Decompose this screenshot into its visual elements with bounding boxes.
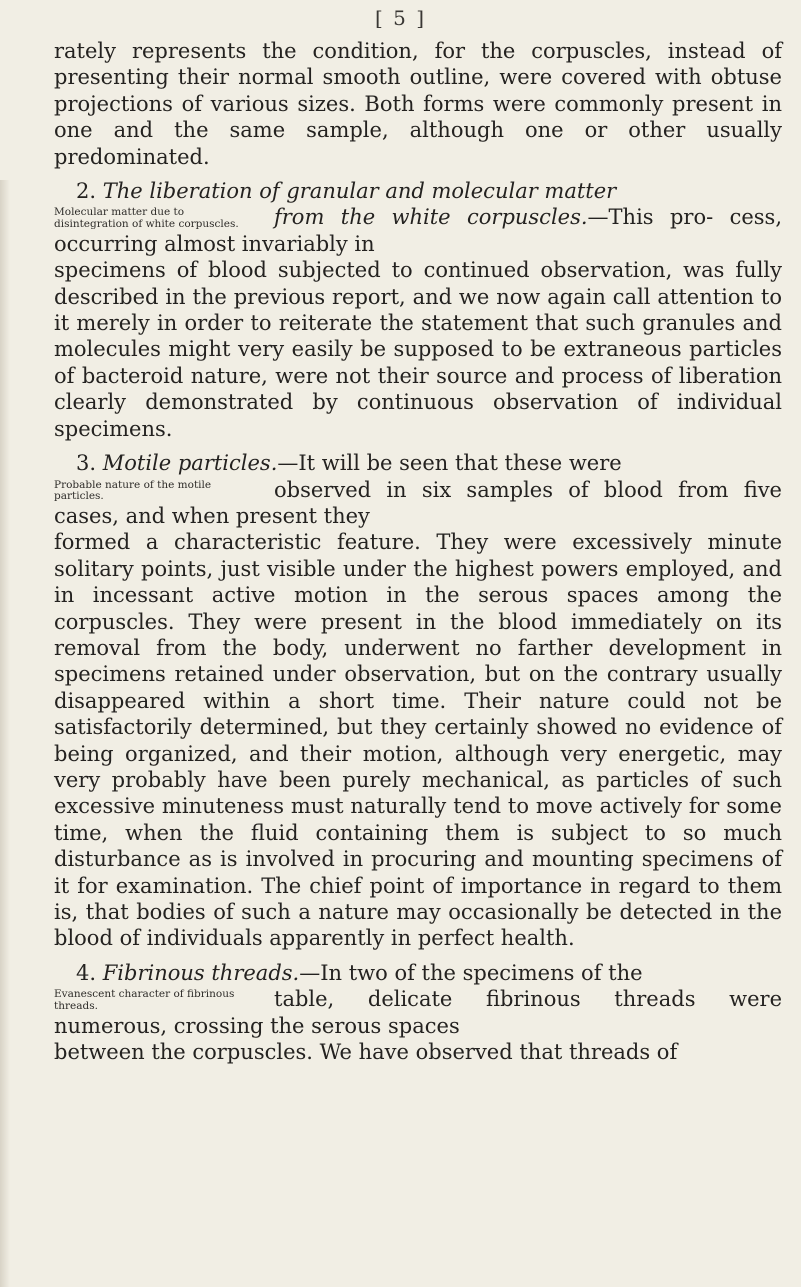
- section-4-text-beside-note: table, delicate fibrinous threads were numerous, crossing the serous spaces: [54, 987, 782, 1038]
- section-2-number: 2.: [76, 179, 97, 204]
- section-3-heading: [54, 450, 782, 476]
- section-3-title: Motile particles.: [102, 451, 278, 476]
- section-3-margin-note: Probable nature of the motile particles.: [54, 478, 212, 503]
- section-4-paragraph: between the corpuscles. We have observed that threads of: [54, 1040, 678, 1065]
- section-4-note-block: [54, 986, 782, 1039]
- section-4-margin-note: Evanescent character of fibrinous threads.: [54, 988, 235, 1012]
- section-2-title-lead: The liberation of granular and molecular matter: [102, 179, 617, 204]
- section-2-heading-rest: —This pro-: [587, 205, 714, 230]
- section-4-title: Fibrinous threads.: [102, 960, 300, 985]
- section-3-number: 3.: [76, 451, 97, 476]
- section-2-paragraph: specimens of blood subjected to continued observation, was fully described in the previous report, and we now again call attention to it merely in order to reiterate the statement that such granules and molecules might very easily be supposed to be extraneous particles of bacteroid nature, were not their source and process of liberation clearly demonstrated by continuous observation of individual specimens.: [54, 258, 782, 441]
- section-2-margin-note: Molecular matter due to disintegration of white corpuscles.: [54, 206, 239, 231]
- section-2-note-block: [54, 204, 782, 257]
- section-2-heading: [54, 178, 782, 204]
- page-number: [ 5 ]: [374, 6, 427, 30]
- section-3-text-beside-note: observed in six samples of blood from five cases, and when present they: [54, 477, 782, 528]
- section-4-heading: [54, 960, 782, 986]
- section-3-note-block: [54, 477, 782, 530]
- section-2-text-beside-note: cess, occurring almost invariably in: [54, 205, 782, 256]
- section-2-title-rest: from the white corpuscles.: [274, 205, 588, 230]
- section-3-heading-rest: —It will be seen that these were: [277, 451, 622, 476]
- section-3-paragraph: formed a characteristic feature. They were excessively minute solitary points, just visible under the highest powers employed, and in incessant active motion in the serous spaces among the corpuscles. They were present in the blood immediately on its removal from the body, underwent no farther development in specimens retained under observation, but on the contrary usually disappeared within a short time. Their nature could not be satisfactorily determined, but they certainly showed no evidence of being organized, and their motion, although very energetic, may very probably have been purely mechanical, as particles of such excessive minuteness must naturally tend to move actively for some time, when the fluid containing them is subject to so much disturbance as is involved in procuring and mounting specimens of it for examination. The chief point of importance in regard to them is, that bodies of such a nature may occasionally be detected in the blood of individuals apparently in perfect health.: [54, 530, 782, 951]
- section-4-number: 4.: [76, 960, 97, 985]
- page-edge-shadow: [0, 180, 10, 1287]
- intro-paragraph: rately represents the condition, for the corpuscles, instead of presenting their normal smooth outline, were covered with obtuse projections of various sizes. Both forms were commonly present in one and the same sample, although one or other usually predominated.: [54, 39, 782, 169]
- section-4-heading-rest: —In two of the specimens of the: [299, 960, 643, 985]
- text-body: [54, 38, 782, 1065]
